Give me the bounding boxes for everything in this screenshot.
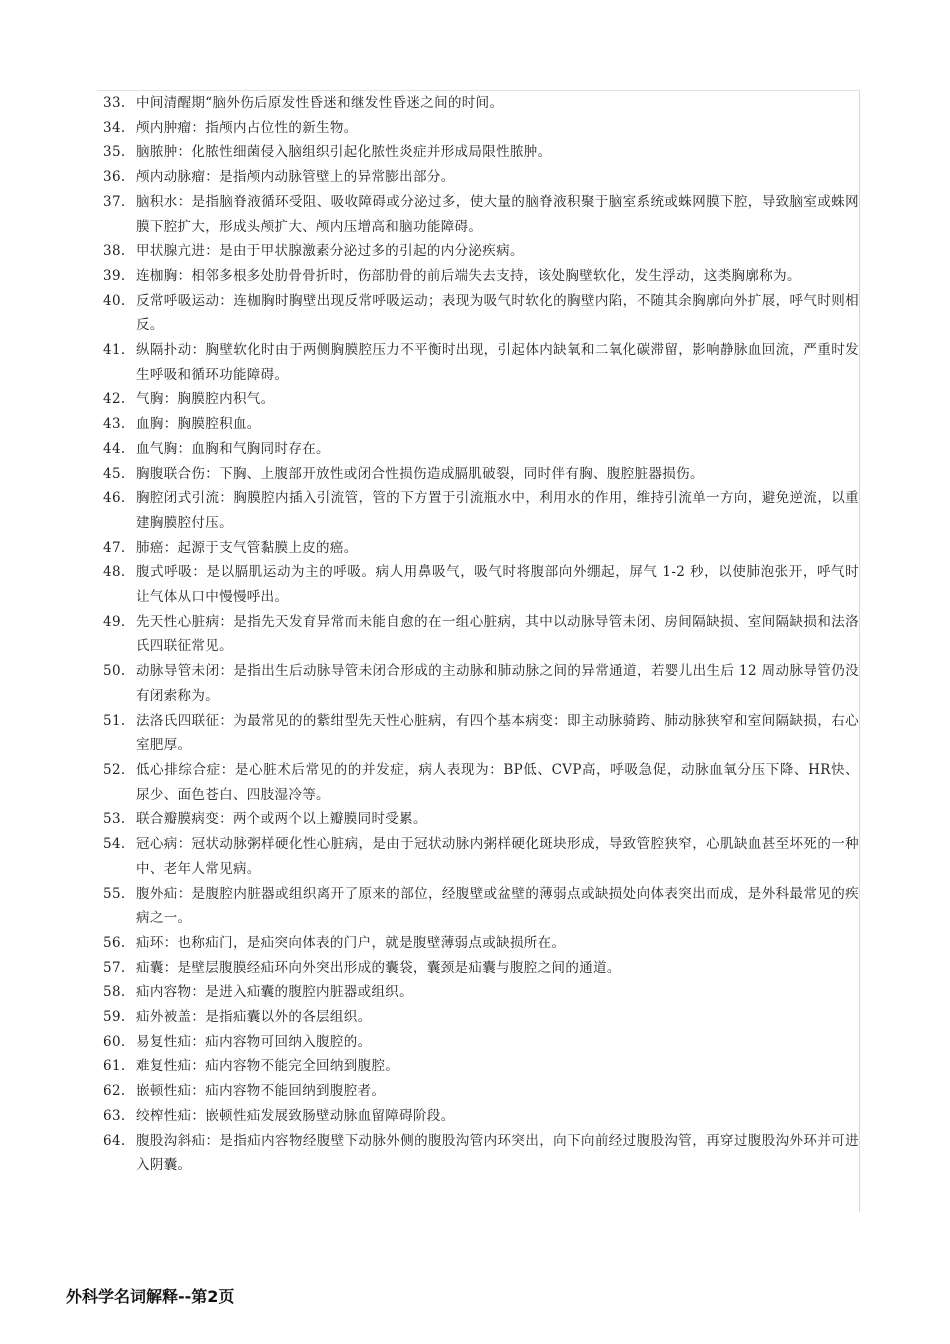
definition-entry: [103, 956, 859, 981]
entry-number: 52.: [103, 761, 126, 778]
entry-definition-text: 腹式呼吸：是以膈肌运动为主的呼吸。病人用鼻吸气，吸气时将腹部向外绷起，屏气 1-2 秒，以使肺泡张开，呼气时让气体从口中慢慢呼出。: [136, 564, 859, 606]
definition-entry: [103, 140, 859, 165]
entry-definition-text: 腹股沟斜疝：是指疝内容物经腹壁下动脉外侧的腹股沟管内环突出，向下向前经过腹股沟管，再穿过腹股沟外环并可进入阴囊。: [136, 1132, 859, 1174]
entry-definition-text: 颅内肿瘤：指颅内占位性的新生物。: [136, 119, 358, 136]
entry-number: 42.: [103, 391, 126, 408]
entry-definition-text: 疝内容物：是进入疝囊的腹腔内脏器或组织。: [136, 984, 413, 1001]
definition-entry: [103, 289, 859, 338]
definition-entry: [103, 116, 859, 141]
entry-definition-text: 易复性疝：疝内容物可回纳入腹腔的。: [136, 1033, 372, 1050]
definition-entry: [103, 437, 859, 462]
entry-definition-text: 冠心病：冠状动脉粥样硬化性心脏病，是由于冠状动脉内粥样硬化斑块形成，导致管腔狭窄，心肌缺血甚至坏死的一种中、老年人常见病。: [136, 836, 859, 877]
definition-entry: [103, 165, 859, 190]
entry-number: 38.: [103, 243, 126, 260]
definition-entry: [103, 1030, 859, 1055]
entry-number: 48.: [103, 564, 126, 581]
definition-entry: [103, 91, 859, 116]
entry-number: 37.: [103, 193, 126, 210]
definition-entry: [103, 1104, 859, 1129]
definition-entry: [103, 338, 859, 387]
entry-definition-text: 联合瓣膜病变：两个或两个以上瓣膜同时受累。: [136, 811, 427, 828]
definition-entry: [103, 239, 859, 264]
entry-definition-text: 疝环：也称疝门，是疝突向体表的门户，就是腹壁薄弱点或缺损所在。: [136, 934, 566, 951]
definition-entry: [103, 758, 859, 807]
entry-definition-text: 先天性心脏病：是指先天发育异常而未能自愈的在一组心脏病，其中以动脉导管未闭、房间隔缺损、室间隔缺损和法洛氏四联征常见。: [136, 613, 859, 655]
entry-definition-text: 疝囊：是壁层腹膜经疝环向外突出形成的囊袋，囊颈是疝囊与腹腔之间的通道。: [136, 959, 621, 976]
entry-number: 57.: [103, 959, 126, 976]
entry-number: 63.: [103, 1107, 126, 1124]
entry-definition-text: 颅内动脉瘤：是指颅内动脉管壁上的异常膨出部分。: [136, 169, 455, 186]
entry-number: 55.: [103, 885, 126, 902]
definition-entry: [103, 659, 859, 708]
entry-number: 36.: [103, 169, 126, 186]
entry-definition-text: 甲状腺亢进：是由于甲状腺激素分泌过多的引起的内分泌疾病。: [136, 243, 524, 260]
entry-number: 50.: [103, 663, 126, 680]
entry-definition-text: 法洛氏四联征：为最常见的的紫绀型先天性心脏病，有四个基本病变：即主动脉骑跨、肺动脉狭窄和室间隔缺损，右心室肥厚。: [136, 712, 859, 754]
entry-number: 61.: [103, 1058, 126, 1075]
definition-entry: [103, 387, 859, 412]
entry-number: 46.: [103, 490, 126, 507]
entry-definition-text: 脑积水：是指脑脊液循环受阻、吸收障碍或分泌过多，使大量的脑脊液积聚于脑室系统或蛛网膜下腔，导致脑室或蛛网膜下腔扩大，形成头颅扩大、颅内压增高和脑功能障碍。: [136, 193, 859, 235]
entry-number: 62.: [103, 1083, 126, 1100]
entry-number: 43.: [103, 416, 126, 433]
entry-definition-text: 胸腹联合伤：下胸、上腹部开放性或闭合性损伤造成膈肌破裂，同时伴有胸、腹腔脏器损伤。: [136, 465, 704, 482]
definition-entry: [103, 807, 859, 832]
entry-definition-text: 疝外被盖：是指疝囊以外的各层组织。: [136, 1009, 372, 1026]
page-footer: 外科学名词解释--第2页: [66, 1287, 235, 1306]
entry-definition-text: 动脉导管未闭：是指出生后动脉导管未闭合形成的主动脉和肺动脉之间的异常通道，若婴儿出生后 12 周动脉导管仍没有闭索称为。: [136, 663, 859, 704]
entry-definition-text: 脑脓肿：化脓性细菌侵入脑组织引起化脓性炎症并形成局限性脓肿。: [136, 144, 552, 161]
entry-number: 60.: [103, 1033, 126, 1050]
definition-entry: [103, 560, 859, 609]
entry-definition-text: 难复性疝：疝内容物不能完全回纳到腹腔。: [136, 1058, 400, 1075]
entry-definition-text: 反常呼吸运动：连枷胸时胸壁出现反常呼吸运动；表现为吸气时软化的胸壁内陷，不随其余胸廓向外扩展，呼气时则相反。: [136, 292, 859, 334]
entry-number: 59.: [103, 1009, 126, 1026]
entry-number: 47.: [103, 539, 126, 556]
entry-number: 49.: [103, 613, 126, 630]
entry-number: 41.: [103, 342, 126, 359]
definition-entry: [103, 882, 859, 931]
definition-entry: [103, 462, 859, 487]
entry-number: 45.: [103, 465, 126, 482]
definition-entry: [103, 832, 859, 881]
definition-entry: [103, 610, 859, 659]
definition-entry: [103, 536, 859, 561]
entry-number: 39.: [103, 267, 126, 284]
definition-entry: [103, 1129, 859, 1178]
entry-definition-text: 连枷胸：相邻多根多处肋骨骨折时，伤部肋骨的前后端失去支持，该处胸壁软化，发生浮动，这类胸廓称为。: [136, 267, 801, 284]
entry-definition-text: 血胸：胸膜腔积血。: [136, 416, 261, 433]
entry-number: 58.: [103, 984, 126, 1001]
entry-number: 56.: [103, 934, 126, 951]
entry-definition-text: 肺癌：起源于支气管黏膜上皮的癌。: [136, 539, 358, 556]
entry-number: 64.: [103, 1132, 126, 1149]
entry-definition-text: 腹外疝：是腹腔内脏器或组织离开了原来的部位，经腹壁或盆壁的薄弱点或缺损处向体表突出而成，是外科最常见的疾病之一。: [136, 885, 859, 927]
entry-definition-text: 纵隔扑动：胸壁软化时由于两侧胸膜腔压力不平衡时出现，引起体内缺氧和二氧化碳滞留，影响静脉血回流，严重时发生呼吸和循环功能障碍。: [136, 342, 859, 383]
entry-definition-text: 绞榨性疝：嵌顿性疝发展致肠壁动脉血留障碍阶段。: [136, 1107, 455, 1124]
definition-entry: [103, 980, 859, 1005]
definition-entry: [103, 1054, 859, 1079]
definition-entry: [103, 709, 859, 758]
definition-entry: [103, 486, 859, 535]
entry-number: 40.: [103, 292, 126, 309]
definition-entry: [103, 190, 859, 239]
definition-entry: [103, 264, 859, 289]
entry-number: 34.: [103, 119, 126, 136]
entry-definition-text: 低心排综合症：是心脏术后常见的的并发症，病人表现为：BP低、CVP高，呼吸急促，动脉血氧分压下降、HR快、尿少、面色苍白、四肢湿冷等。: [136, 761, 859, 803]
definition-entry: [103, 931, 859, 956]
definition-entry: [103, 1005, 859, 1030]
entry-number: 33.: [103, 95, 126, 111]
entry-number: 44.: [103, 440, 126, 457]
entry-definition-text: 血气胸：血胸和气胸同时存在。: [136, 440, 330, 457]
entry-number: 54.: [103, 836, 126, 853]
definition-entry: [103, 412, 859, 437]
entry-definition-text: 胸腔闭式引流：胸膜腔内插入引流管，管的下方置于引流瓶水中，利用水的作用，维持引流单一方向，避免逆流，以重建胸膜腔付压。: [136, 490, 859, 531]
entry-definition-text: 气胸：胸膜腔内积气。: [136, 391, 275, 408]
entry-number: 35.: [103, 144, 126, 161]
term-definition-list: [103, 91, 859, 1178]
definition-entry: [103, 1079, 859, 1104]
entry-number: 53.: [103, 811, 126, 828]
entry-definition-text: 嵌顿性疝：疝内容物不能回纳到腹腔者。: [136, 1083, 386, 1100]
entry-number: 51.: [103, 712, 126, 729]
entry-definition-text: 中间清醒期“脑外伤后原发性昏迷和继发性昏迷之间的时间。: [136, 95, 504, 111]
